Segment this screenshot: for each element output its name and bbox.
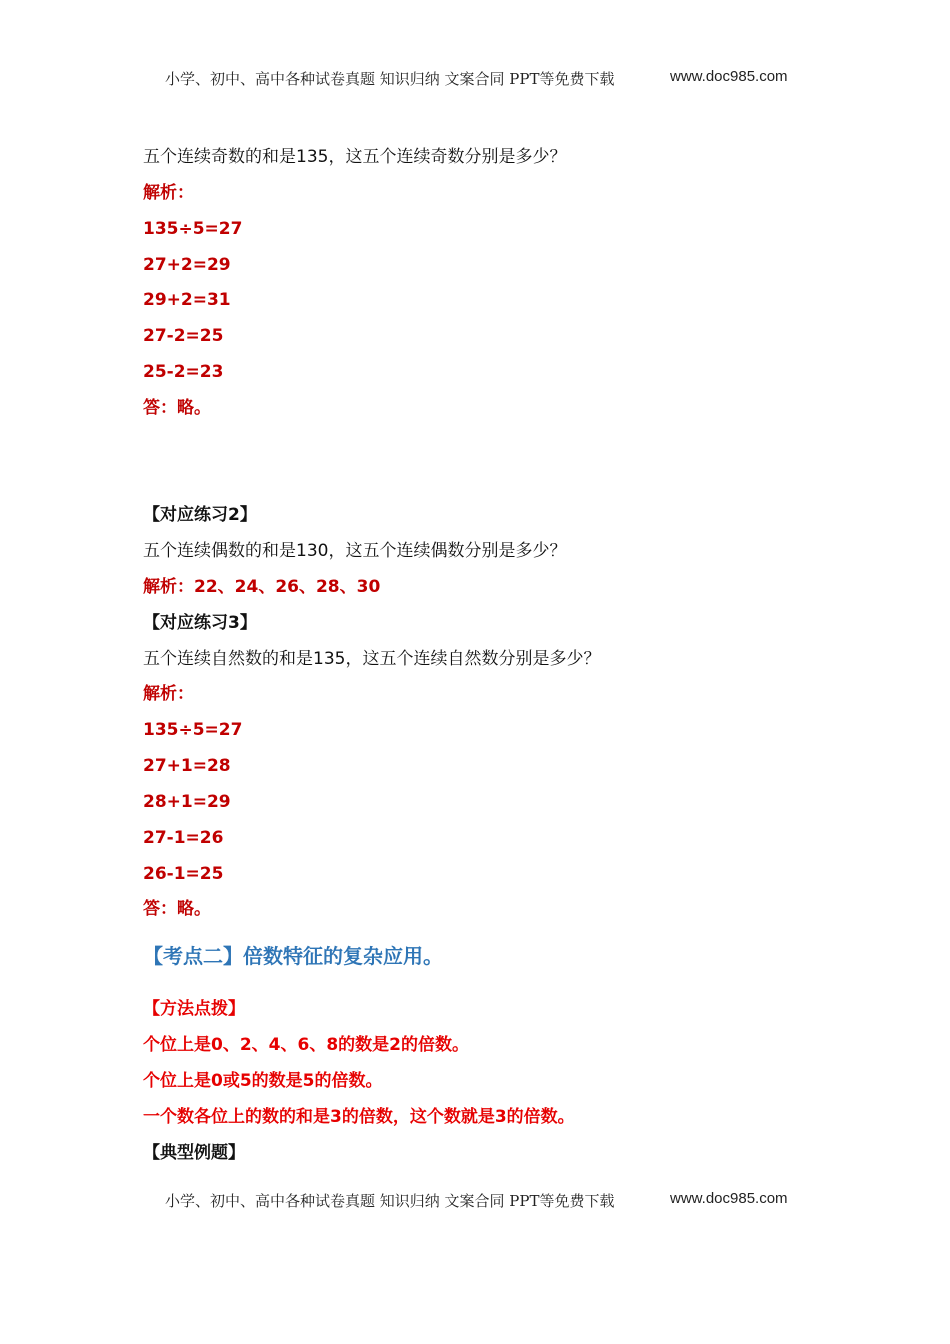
practice3-question: 五个连续自然数的和是135，这五个连续自然数分别是多少？ — [143, 649, 601, 669]
problem1-answer: 答：略。 — [143, 398, 211, 418]
problem1-step: 27-2=25 — [143, 326, 224, 346]
problem1-analysis-label: 解析： — [143, 183, 194, 203]
problem1-question: 五个连续奇数的和是135，这五个连续奇数分别是多少？ — [143, 147, 567, 167]
practice3-answer: 答：略。 — [143, 899, 211, 919]
page-header — [165, 68, 805, 92]
footer-text: 小学、初中、高中各种试卷真题 知识归纳 文案合同 PPT等免费下载 — [165, 1192, 615, 1210]
rule-item: 个位上是0或5的数是5的倍数。 — [143, 1071, 383, 1091]
section-heading: 【考点二】倍数特征的复杂应用。 — [143, 944, 443, 968]
practice2-question: 五个连续偶数的和是130，这五个连续偶数分别是多少？ — [143, 541, 567, 561]
practice3-step: 26-1=25 — [143, 864, 224, 884]
header-text: 小学、初中、高中各种试卷真题 知识归纳 文案合同 PPT等免费下载 — [165, 70, 615, 88]
page-footer — [165, 1190, 805, 1214]
example-title: 【典型例题】 — [143, 1143, 245, 1163]
problem1-step: 27+2=29 — [143, 255, 231, 275]
practice2-title: 【对应练习2】 — [143, 505, 257, 525]
rule-item: 一个数各位上的数的和是3的倍数，这个数就是3的倍数。 — [143, 1107, 575, 1127]
practice2-analysis: 解析：22、24、26、28、30 — [143, 577, 381, 597]
practice3-step: 28+1=29 — [143, 792, 231, 812]
footer-url: www.doc985.com — [670, 1190, 788, 1207]
method-title: 【方法点拨】 — [143, 999, 245, 1019]
practice3-analysis-label: 解析： — [143, 684, 194, 704]
practice3-step: 27+1=28 — [143, 756, 231, 776]
problem1-step: 29+2=31 — [143, 290, 231, 310]
practice3-title: 【对应练习3】 — [143, 613, 257, 633]
practice3-step: 27-1=26 — [143, 828, 224, 848]
problem1-step: 135÷5=27 — [143, 219, 243, 239]
problem1-step: 25-2=23 — [143, 362, 224, 382]
practice3-step: 135÷5=27 — [143, 720, 243, 740]
header-url: www.doc985.com — [670, 68, 788, 85]
rule-item: 个位上是0、2、4、6、8的数是2的倍数。 — [143, 1035, 469, 1055]
